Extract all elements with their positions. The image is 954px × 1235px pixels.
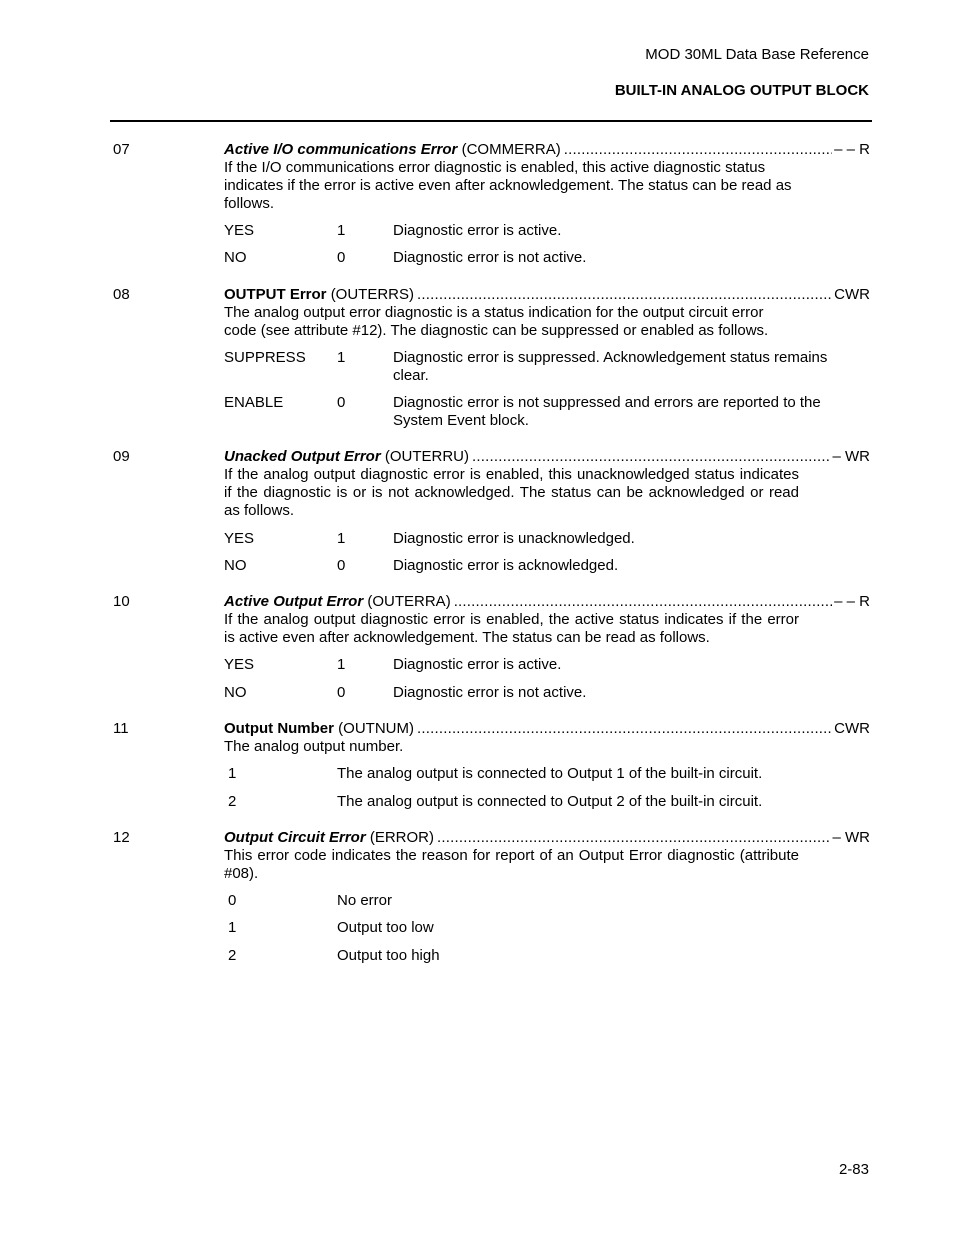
attribute-title-line <box>224 448 870 466</box>
option-value: 2 <box>228 793 237 810</box>
attribute-title-line <box>224 141 870 159</box>
option-value: 1 <box>337 656 346 673</box>
option-text: The analog output is connected to Output 1 of the built-in circuit. <box>337 765 763 782</box>
option-value: 1 <box>337 530 346 547</box>
attribute-description: This error code indicates the reason for report of an Output Error diagnostic (attribute #08). <box>224 847 799 882</box>
attribute-description: The analog output number. <box>224 738 404 755</box>
section-title: BUILT-IN ANALOG OUTPUT BLOCK <box>614 82 869 99</box>
option-label: NO <box>224 249 247 266</box>
option-value: 2 <box>228 947 237 964</box>
option-value: 0 <box>337 249 346 266</box>
attribute-title-line <box>224 286 870 304</box>
page-number: 2-83 <box>838 1161 869 1178</box>
leader-dots <box>451 593 832 611</box>
leader-dots <box>469 448 830 466</box>
attribute-name: Active Output Error <box>224 593 364 610</box>
option-value: 0 <box>228 892 237 909</box>
attribute-mnemonic: (OUTERRS) <box>330 286 415 303</box>
option-text: Diagnostic error is acknowledged. <box>393 557 619 574</box>
attribute-title-line <box>224 829 870 847</box>
attribute-number: 11 <box>113 720 129 737</box>
attribute-access: – WR <box>832 829 870 846</box>
leader-dots <box>414 720 832 738</box>
attribute-description: If the I/O communications error diagnostic is enabled, this active diagnostic status indicates if the error is active even after acknowledgement. The status can be read as follows. <box>224 159 792 212</box>
option-value: 0 <box>337 394 346 411</box>
option-text: No error <box>337 892 393 909</box>
attribute-mnemonic: (COMMERRA) <box>461 141 561 158</box>
attribute-mnemonic: (ERROR) <box>369 829 435 846</box>
leader-dots <box>414 286 832 304</box>
attribute-access: CWR <box>834 286 870 303</box>
attribute-access: – – R <box>834 593 870 610</box>
attribute-name: Active I/O communications Error <box>224 141 458 158</box>
option-value: 0 <box>337 684 346 701</box>
attribute-mnemonic: (OUTERRU) <box>384 448 470 465</box>
attribute-description: The analog output error diagnostic is a status indication for the output circuit error code (see attribute #12). The diagnostic can be suppressed or enabled as follows. <box>224 304 769 339</box>
option-text: Diagnostic error is unacknowledged. <box>393 530 635 547</box>
document-title: MOD 30ML Data Base Reference <box>645 46 869 63</box>
option-value: 1 <box>337 349 346 366</box>
attribute-name: OUTPUT Error <box>224 286 327 303</box>
attribute-title-line <box>224 593 870 611</box>
option-text: Output too high <box>337 947 440 964</box>
option-text: Diagnostic error is not suppressed and errors are reported to the System Event block. <box>393 394 821 429</box>
attribute-number: 12 <box>113 829 130 846</box>
attribute-number: 09 <box>113 448 130 465</box>
option-value: 1 <box>228 919 237 936</box>
attribute-access: CWR <box>834 720 870 737</box>
option-label: NO <box>224 557 247 574</box>
attribute-number: 07 <box>113 141 130 158</box>
option-text: Diagnostic error is suppressed. Acknowledgement status remains clear. <box>393 349 828 384</box>
option-label: SUPPRESS <box>224 349 306 366</box>
option-label: NO <box>224 684 247 701</box>
option-text: Diagnostic error is active. <box>393 656 562 673</box>
attribute-mnemonic: (OUTNUM) <box>338 720 414 737</box>
option-label: YES <box>224 656 255 673</box>
attribute-mnemonic: (OUTERRA) <box>367 593 451 610</box>
attribute-access: – WR <box>832 448 870 465</box>
option-text: The analog output is connected to Output 2 of the built-in circuit. <box>337 793 763 810</box>
option-text: Diagnostic error is active. <box>393 222 562 239</box>
option-value: 1 <box>337 222 346 239</box>
attribute-number: 10 <box>113 593 130 610</box>
option-text: Diagnostic error is not active. <box>393 684 587 701</box>
option-label: ENABLE <box>224 394 284 411</box>
header-divider <box>110 120 872 122</box>
option-value: 1 <box>228 765 237 782</box>
option-value: 0 <box>337 557 346 574</box>
attribute-access: – – R <box>834 141 870 158</box>
attribute-name: Output Circuit Error <box>224 829 366 846</box>
leader-dots <box>561 141 832 159</box>
attribute-number: 08 <box>113 286 130 303</box>
leader-dots <box>434 829 830 847</box>
attribute-description: If the analog output diagnostic error is enabled, this unacknowledged status indicates if the diagnostic is or is not acknowledged. The status can be acknowledged or read as follows. <box>224 466 799 519</box>
attribute-name: Output Number <box>224 720 334 737</box>
option-text: Output too low <box>337 919 434 936</box>
attribute-title-line <box>224 720 870 738</box>
option-label: YES <box>224 222 255 239</box>
option-label: YES <box>224 530 255 547</box>
option-text: Diagnostic error is not active. <box>393 249 587 266</box>
attribute-name: Unacked Output Error <box>224 448 381 465</box>
attribute-description: If the analog output diagnostic error is enabled, the active status indicates if the error is active even after acknowledgement. The status can be read as follows. <box>224 611 799 646</box>
